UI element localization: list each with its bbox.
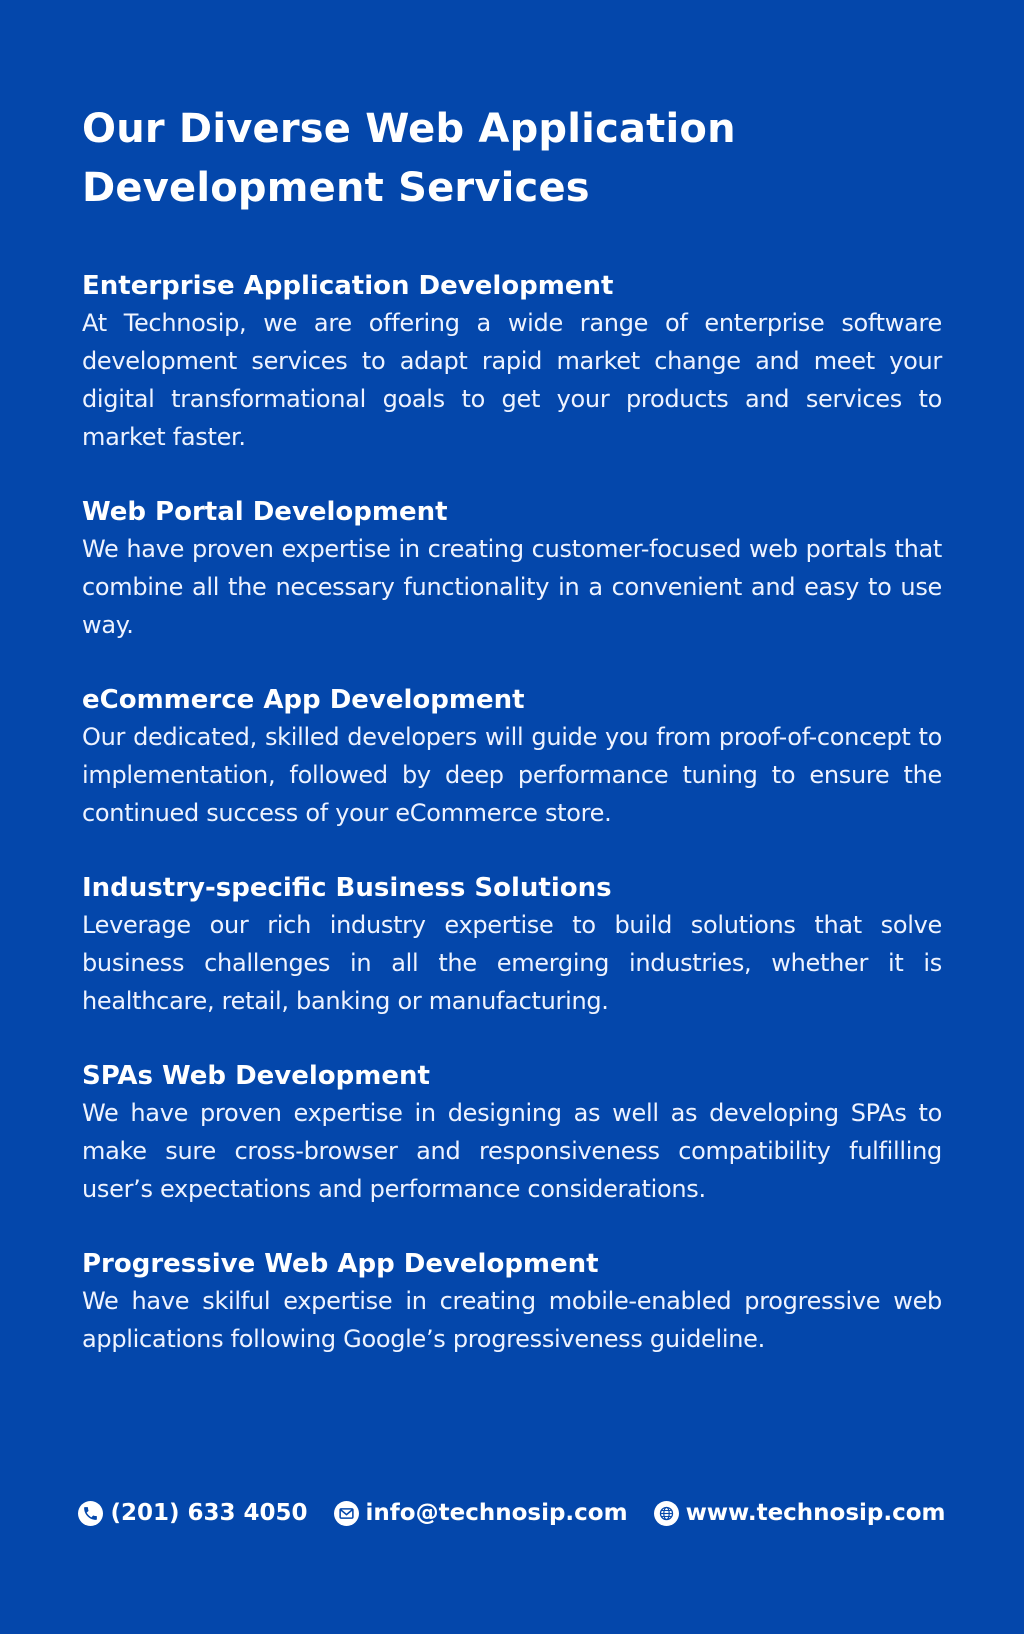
- service-spa: [82, 1058, 942, 1208]
- contact-website[interactable]: [654, 1500, 946, 1526]
- service-industry: [82, 870, 942, 1020]
- service-description: We have proven expertise in creating customer-focused web portals that combine all the necessary functionality in a convenient and easy to use way.: [82, 535, 942, 639]
- service-description: We have skilful expertise in creating mobile-enabled progressive web applications following Google’s progressiveness guideline.: [82, 1287, 942, 1353]
- contact-email-text: info@technosip.com: [365, 1500, 628, 1526]
- service-enterprise: [82, 268, 942, 456]
- phone-icon: [78, 1501, 103, 1526]
- globe-icon: [654, 1501, 679, 1526]
- service-title: eCommerce App Development: [82, 685, 525, 715]
- service-description: Our dedicated, skilled developers will guide you from proof-of-concept to implementation, followed by deep performance tuning to ensure the continued success of your eCommerce store.: [82, 723, 942, 827]
- page-title-line-1: Our Diverse Web Application: [82, 106, 736, 152]
- service-description: At Technosip, we are offering a wide range of enterprise software development services to adapt rapid market change and meet your digital transformational goals to get your products and services to market faster.: [82, 309, 942, 451]
- contact-phone[interactable]: [78, 1500, 307, 1526]
- content: [82, 100, 942, 1396]
- service-description: We have proven expertise in designing as well as developing SPAs to make sure cross-browser and responsiveness compatibility fulfilling user’s expectations and performance considerations.: [82, 1099, 942, 1203]
- service-title: Progressive Web App Development: [82, 1249, 599, 1279]
- service-title: Industry-specific Business Solutions: [82, 873, 612, 903]
- service-pwa: [82, 1246, 942, 1358]
- envelope-icon: [334, 1501, 359, 1526]
- contact-phone-text: (201) 633 4050: [110, 1500, 308, 1526]
- page-title-line-2: Development Services: [82, 165, 590, 211]
- service-title: Enterprise Application Development: [82, 271, 614, 301]
- service-description: Leverage our rich industry expertise to build solutions that solve business challenges in all the emerging industries, whether it is healthcare, retail, banking or manufacturing.: [82, 911, 942, 1015]
- page-title: [82, 100, 942, 218]
- service-title: Web Portal Development: [82, 497, 448, 527]
- service-title: SPAs Web Development: [82, 1061, 430, 1091]
- contact-website-text: www.technosip.com: [685, 1500, 946, 1526]
- contact-footer: [0, 1500, 1024, 1526]
- service-ecommerce: [82, 682, 942, 832]
- service-web-portal: [82, 494, 942, 644]
- contact-email[interactable]: [334, 1500, 628, 1526]
